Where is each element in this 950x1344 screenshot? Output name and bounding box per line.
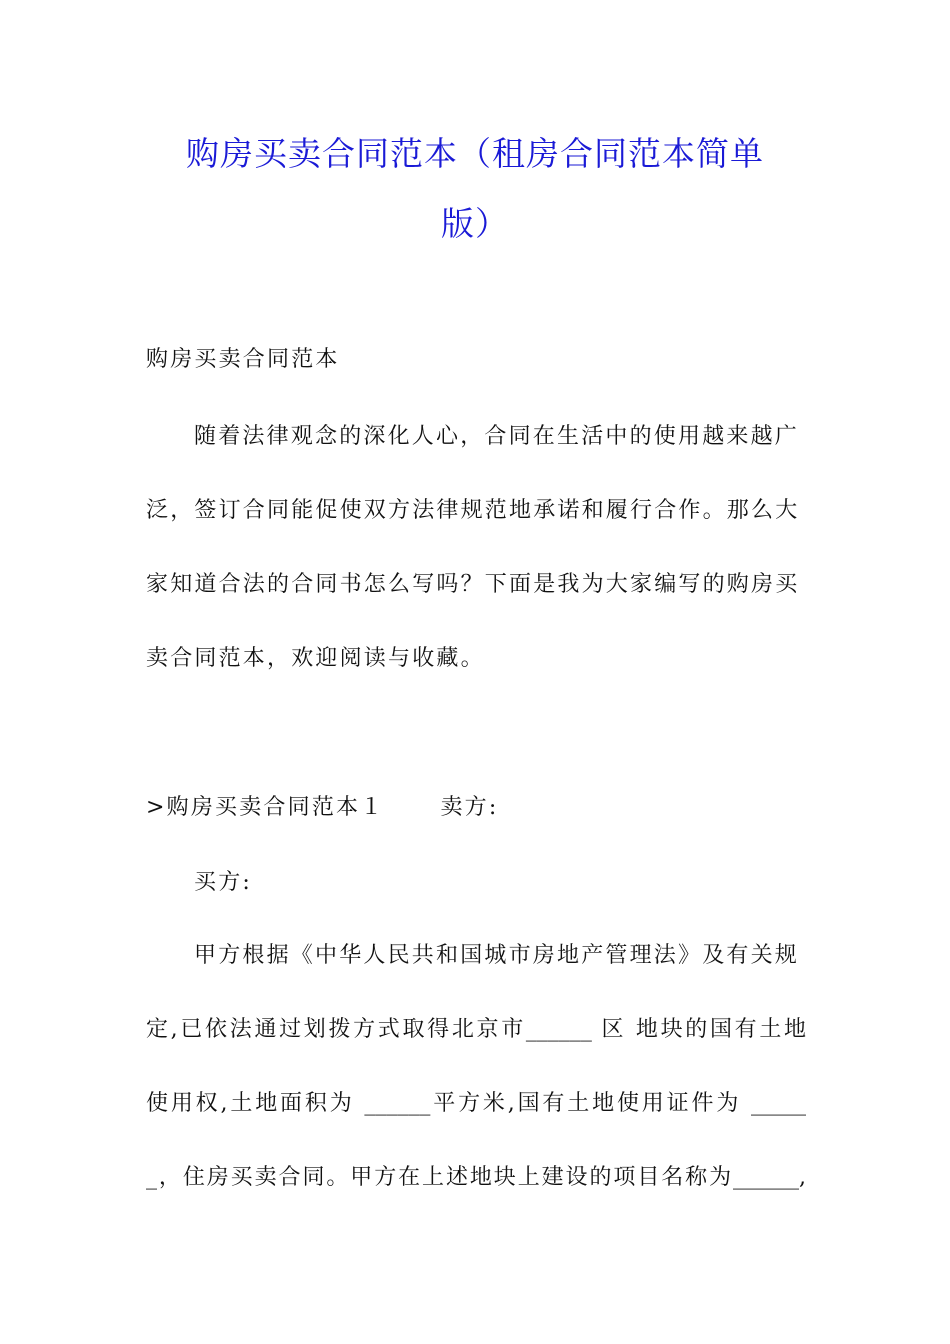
document-title-line-1: 购房买卖合同范本（租房合同范本简单 — [186, 134, 764, 173]
body-line-4: _，住房买卖合同。甲方在上述地块上建设的项目名称为______, — [146, 1165, 806, 1190]
sub-heading-row — [146, 793, 498, 823]
intro-line-4: 卖合同范本，欢迎阅读与收藏。 — [146, 646, 485, 671]
intro-line-1: 随着法律观念的深化人心，合同在生活中的使用越来越广 — [194, 424, 800, 449]
intro-line-2: 泛，签订合同能促使双方法律规范地承诺和履行合作。那么大 — [146, 498, 800, 523]
body-line-2: 定,已依法通过划拨方式取得北京市______ 区 地块的国有土地 — [146, 1017, 806, 1042]
seller-label: 卖方: — [440, 795, 499, 820]
buyer-label: 买方: — [194, 870, 253, 895]
body-line-3: 使用权,土地面积为 ______平方米,国有土地使用证件为 _____ — [146, 1091, 806, 1116]
body-line-1: 甲方根据《中华人民共和国城市房地产管理法》及有关规 — [194, 943, 800, 968]
document-title-line-2: 版） — [441, 204, 509, 243]
intro-line-3: 家知道合法的合同书怎么写吗？下面是我为大家编写的购房买 — [146, 572, 800, 597]
section-heading: 购房买卖合同范本 — [146, 347, 340, 372]
sub-heading: >购房买卖合同范本１ — [146, 795, 385, 820]
